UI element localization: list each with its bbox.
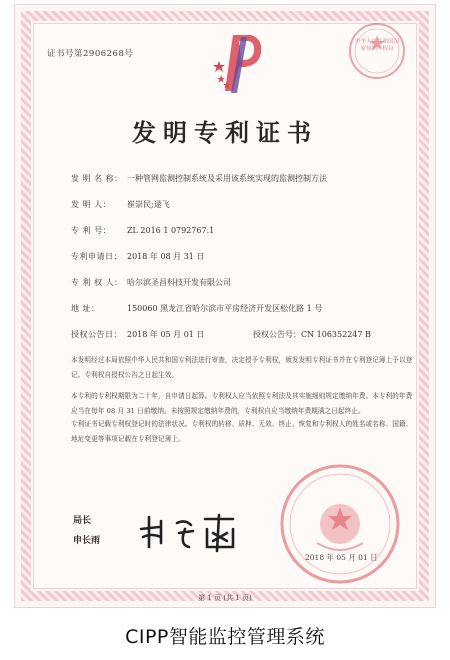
field-patent-number: 专 利 号： ZL 2016 1 0792767.1 — [71, 226, 215, 235]
body-paragraph-2: 本专利的专利权期限为二十年，自申请日起算。专利权人应当依照专利法及其实施细则规定缴纳年费。本专利的年费应当在每年 08 月 31 日前缴纳。未按照规定缴纳年费的，专利权自应当缴纳年费期满之日起终止。 — [71, 392, 413, 415]
field-address: 地 址： 150060 黑龙江省哈尔滨市平房经济开发区松化路 1 号 — [71, 304, 323, 313]
announcement-number: 授权公告号：CN 106352247 B — [253, 330, 371, 339]
seal-top-text: 中华人民共和国国家知识产权局 — [354, 39, 399, 52]
patent-office-emblem-icon — [211, 31, 267, 97]
certificate-number: 证书号第2906268号 — [47, 49, 134, 59]
field-grant-date: 授权公告日： 2018 年 05 月 01 日 — [71, 330, 205, 339]
bureau-name: 申长雨 — [73, 536, 101, 546]
body-paragraph-3: 专利证书记载专利权登记时的法律状况。专利权的转移、质押、无效、终止、恢复和专利权人的姓名或名称、国籍、地址变更等事项记载在专利登记簿上。 — [71, 420, 413, 443]
patent-certificate — [14, 4, 436, 608]
field-patentee: 专 利 权 人： 哈尔滨圣昌科技开发有限公司 — [71, 278, 231, 287]
seal-date: 2018 年 05 月 01 日 — [305, 553, 378, 562]
page-number: 第 1 页 (共 1 页) — [198, 594, 252, 602]
certificate-title: 发明专利证书 — [132, 118, 318, 147]
field-invention-name: 发 明 名 称： 一种管网监测控制系统及采用该系统实现的监测控制方法 — [71, 174, 327, 183]
bureau-title: 局长 — [73, 516, 92, 526]
body-paragraph-1: 本发明经过本局依照中华人民共和国专利法进行审查，决定授予专利权，颁发发明专利证书并在专利登记簿上予以登记。专利权自授权公告之日起生效。 — [71, 356, 413, 379]
field-application-date: 专利申请日： 2018 年 08 月 31 日 — [71, 252, 205, 261]
director-signature — [133, 507, 253, 561]
field-inventor: 发 明 人： 崔崇民;逯飞 — [71, 200, 170, 209]
image-caption: CIPP智能监控管理系统 — [125, 626, 325, 648]
official-seal — [277, 461, 403, 587]
